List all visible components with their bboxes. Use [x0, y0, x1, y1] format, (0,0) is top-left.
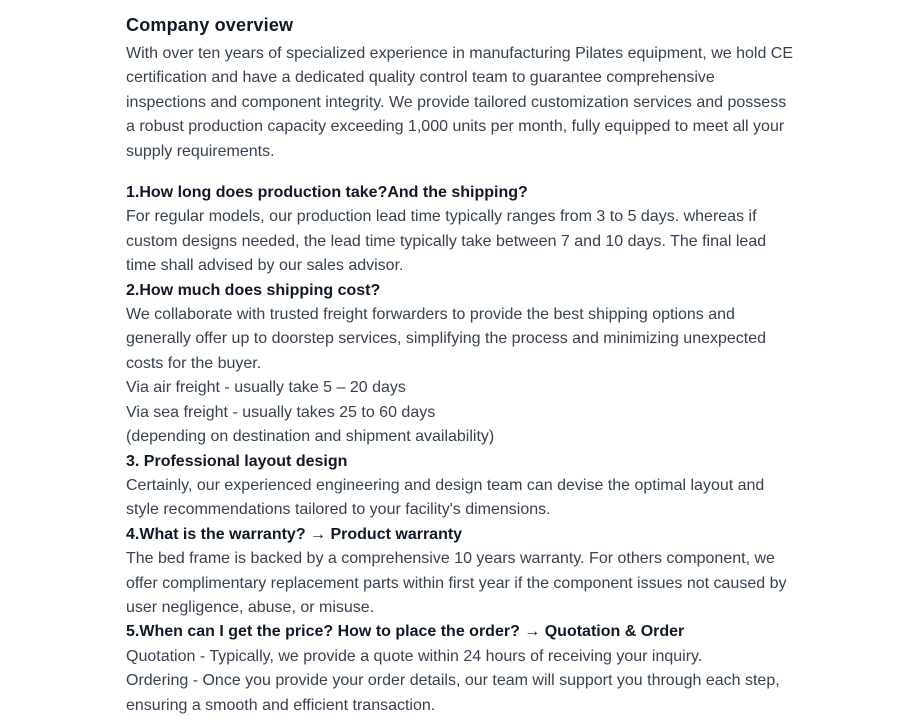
faq-question-quotation-order: 5.When can I get the price? How to place the order? → Quotation & Order: [126, 623, 685, 641]
faq-item-shipping-cost: [126, 279, 798, 450]
faq-question-warranty: 4.What is the warranty? → Product warranty: [126, 525, 463, 543]
faq-item-production-time: [126, 181, 798, 279]
faq-answer-warranty: The bed frame is backed by a comprehensive 10 years warranty. For others component, we offer complimentary replacement parts within first year if the component issues not caused by user negligence, abuse, or misuse.: [126, 550, 787, 616]
faq-answer-quotation: Quotation - Typically, we provide a quote within 24 hours of receiving your inquiry.: [126, 647, 703, 665]
section-title: Company overview: [126, 15, 294, 35]
faq-question-shipping-cost: 2.How much does shipping cost?: [126, 281, 381, 299]
faq-answer-production-time: For regular models, our production lead time typically ranges from 3 to 5 days. whereas if custom designs needed, the lead time typically take between 7 and 10 days. The final lead time shall advised by our sales advisor.: [126, 208, 767, 275]
company-overview-paragraph: With over ten years of specialized experience in manufacturing Pilates equipment, we hold CE certification and have a dedicated quality control team to guarantee comprehensive inspections and component integrity. We provide tailored customization services and possess a robust production capacity exceeding 1,000 units per month, fully equipped to meet all your supply requirements.: [126, 45, 794, 160]
faq-answer-air-freight: Via air freight - usually take 5 – 20 days: [126, 379, 406, 397]
faq-item-layout-design: [126, 450, 798, 523]
faq-answer-ordering: Ordering - Once you provide your order details, our team will support you through each step, ensuring a smooth and efficient transaction.: [126, 672, 780, 714]
faq-answer-layout-design: Certainly, our experienced engineering and design team can devise the optimal layout and style recommendations tailored to your facility's dimensions.: [126, 476, 765, 519]
faq-answer-shipping-cost: We collaborate with trusted freight forwarders to provide the best shipping options and generally offer up to doorstep services, simplifying the process and minimizing unexpected costs for the buyer.: [126, 306, 767, 372]
faq-item-quotation-order: [126, 620, 798, 718]
faq-answer-shipping-note: (depending on destination and shipment availability): [126, 428, 495, 446]
faq-question-layout-design: 3. Professional layout design: [126, 452, 348, 470]
faq-item-warranty: [126, 523, 798, 621]
faq-answer-sea-freight: Via sea freight - usually takes 25 to 60 days: [126, 403, 436, 421]
company-overview-section: [126, 0, 798, 718]
faq-question-production-time: 1.How long does production take?And the shipping?: [126, 184, 528, 202]
